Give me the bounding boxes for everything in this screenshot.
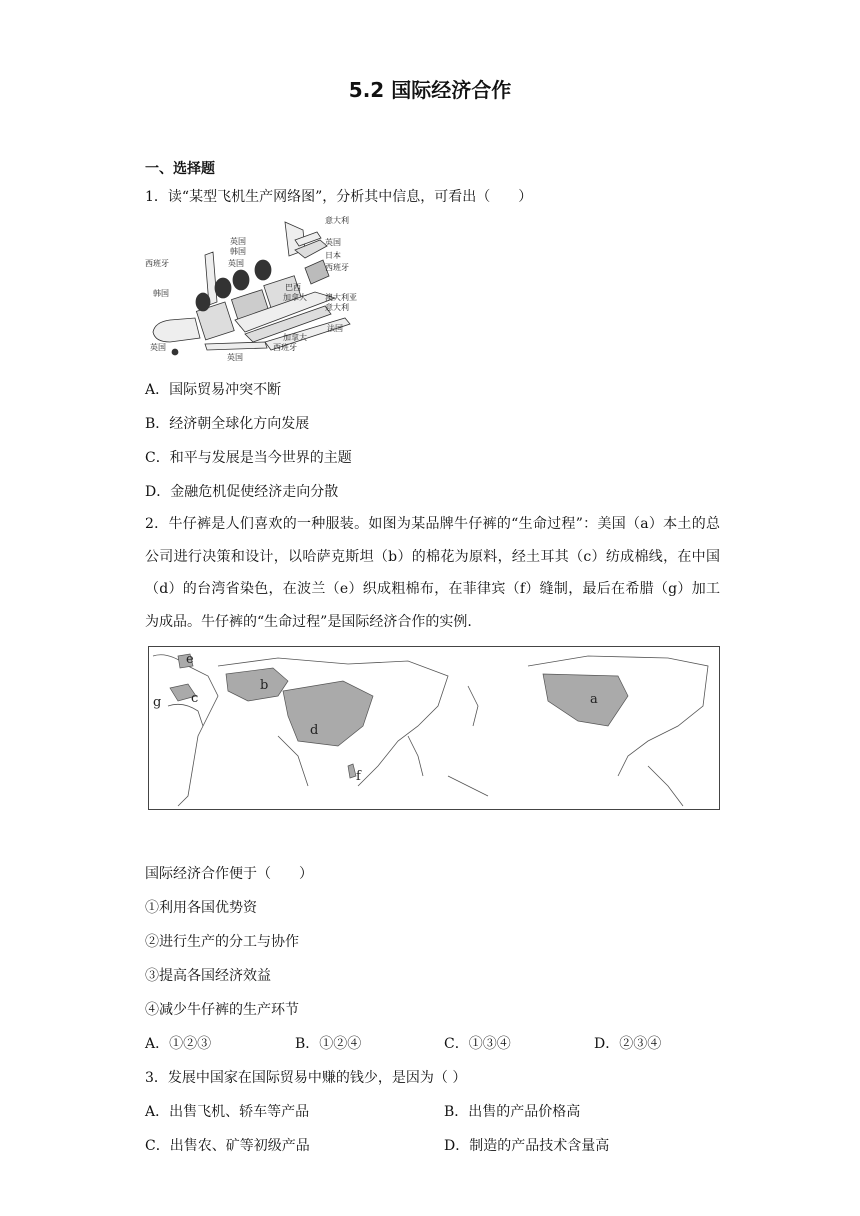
map-label-e: e <box>186 652 194 667</box>
label-spain: 西班牙 <box>325 263 349 272</box>
section-heading: 一、选择题 <box>145 161 215 177</box>
q3-stem: 3．发展中国家在国际贸易中赚的钱少，是因为（ ） <box>145 1070 467 1086</box>
map-label-c: c <box>191 691 199 706</box>
label-canada: 加拿大 <box>283 333 307 342</box>
map-label-b: b <box>260 678 269 693</box>
q1-option-c: C．和平与发展是当今世界的主题 <box>145 450 352 466</box>
q2-option-d: D．②③④ <box>594 1036 662 1052</box>
q2-option-c: C．①③④ <box>444 1036 511 1052</box>
label-japan: 日本 <box>325 251 341 260</box>
q3-option-b: B．出售的产品价格高 <box>444 1104 581 1120</box>
label-italy: 意大利 <box>325 216 349 225</box>
label-korea: 韩国 <box>230 247 246 256</box>
q2-sub-question: 国际经济合作便于（ ） <box>145 866 313 882</box>
q1-option-d: D．金融危机促使经济走向分散 <box>145 484 339 500</box>
q2-option-a: A．①②③ <box>145 1036 212 1052</box>
q2-stem: 2．牛仔裤是人们喜欢的一种服装。如图为某品牌牛仔裤的“生命过程”：美国（a）本土的总公司进行决策和设计，以哈萨克斯坦（b）的棉花为原料，经土耳其（c）纺成棉线，在中国（d）的台湾省染色，在波兰（e）织成粗棉布，在菲律宾（f）缝制，最后在希腊（g）加工为成品。牛仔裤的“生命过程”是国际经济合作的实例. <box>145 516 720 630</box>
label-canada: 加拿大 <box>283 293 307 302</box>
q2-item-4: ④减少牛仔裤的生产环节 <box>145 1002 299 1018</box>
map-label-f: f <box>356 769 361 784</box>
label-uk: 英国 <box>325 238 341 247</box>
q2-item-1: ①利用各国优势资 <box>145 900 257 916</box>
aircraft-production-network-figure <box>145 210 370 365</box>
map-label-a: a <box>590 692 598 707</box>
label-korea: 韩国 <box>153 289 169 298</box>
label-australia: 澳大利亚 <box>325 293 357 302</box>
label-uk: 英国 <box>230 237 246 246</box>
label-brazil: 巴西 <box>285 283 301 292</box>
q1-option-b: B．经济朝全球化方向发展 <box>145 416 310 432</box>
q1-stem: 1．读“某型飞机生产网络图”，分析其中信息，可看出（ ） <box>145 189 533 205</box>
q2-item-3: ③提高各国经济效益 <box>145 968 271 984</box>
label-spain: 西班牙 <box>273 343 297 352</box>
map-label-g: g <box>153 695 162 710</box>
q2-option-b: B．①②④ <box>295 1036 362 1052</box>
label-spain: 西班牙 <box>145 259 169 268</box>
label-uk: 英国 <box>227 353 243 362</box>
world-map-figure <box>148 646 720 810</box>
q3-option-d: D．制造的产品技术含量高 <box>444 1138 610 1154</box>
label-italy: 意大利 <box>325 303 349 312</box>
map-label-d: d <box>310 723 319 738</box>
q2-item-2: ②进行生产的分工与协作 <box>145 934 299 950</box>
q3-option-a: A．出售飞机、轿车等产品 <box>145 1104 310 1120</box>
label-uk: 英国 <box>150 343 166 352</box>
label-france: 法国 <box>327 324 343 333</box>
q1-option-a: A．国际贸易冲突不断 <box>145 382 282 398</box>
label-uk: 英国 <box>228 259 244 268</box>
q3-option-c: C．出售农、矿等初级产品 <box>145 1138 310 1154</box>
page-title: 5.2 国际经济合作 <box>348 78 512 102</box>
